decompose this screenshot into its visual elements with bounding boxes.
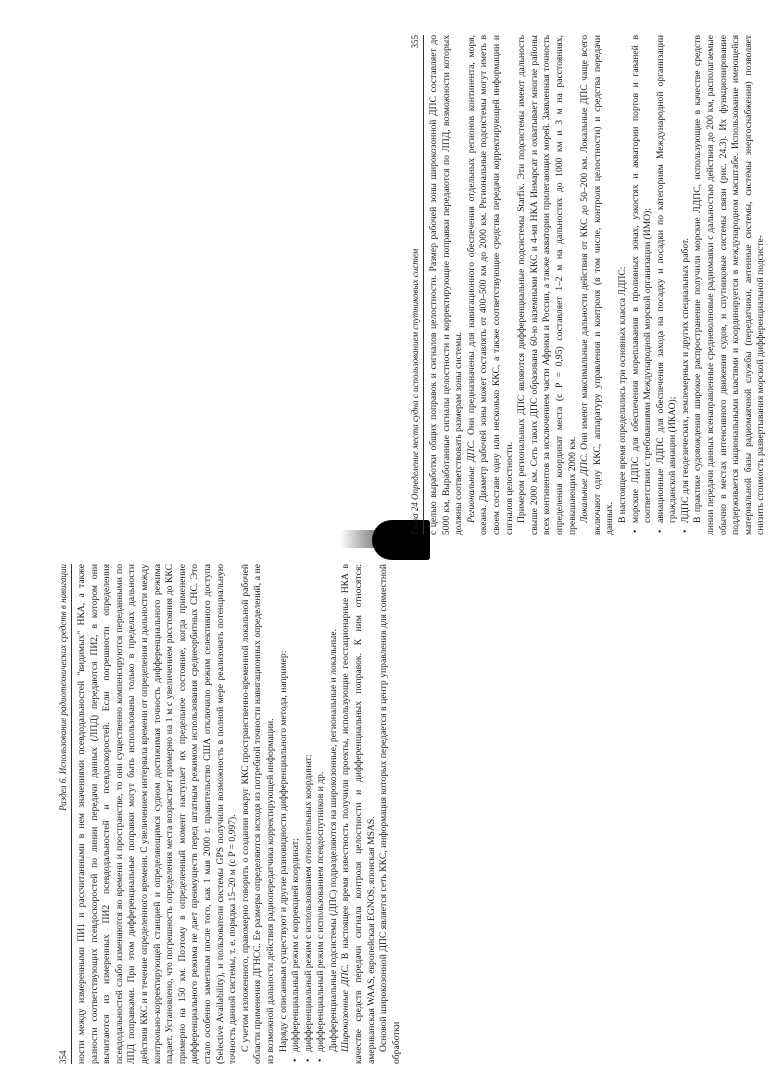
- left-page-header: [58, 564, 72, 1064]
- page-number: 355: [410, 35, 420, 49]
- list-item: • ЛДПС для геодезических, землемерных и других специальных работ.: [680, 35, 693, 523]
- list-item: • дифференциальный режим с использованием относительных координат;: [303, 564, 316, 1052]
- bullet-list: [630, 35, 693, 535]
- paragraph: Дифференциальные подсистемы (ДПС) подразделяются на широкозонные, региональные и локальные.: [327, 628, 339, 1052]
- page-number: 354: [58, 1050, 68, 1064]
- paragraph: В настоящее время определились три основных класса ЛДПС:: [616, 266, 628, 523]
- list-item: • авиационные ЛДПС для обеспечения захода на посадку и посадки по категориям Международной организации гражданской авиации (ИКАО);: [655, 35, 680, 523]
- bullet-list: [290, 564, 328, 1064]
- paragraph: с целью выработки общих поправок и сигналов целостности. Размер рабочей зоны широкозонной ДПС составляет до 5000 км. Выработанные сигналы целостности и корректирующие поправки передаются по ЛПД, возможности которых должны соответствовать размерам зоны системы.: [428, 35, 465, 535]
- paragraph: Наряду с описанным существуют и другие разновидности дифференциального метода, например:: [277, 650, 289, 1052]
- right-page: [410, 35, 767, 535]
- list-item: • дифференциальный режим с коррекцией координат;: [290, 564, 303, 1052]
- running-title: Раздел 6. Использование радиотехнических средств в навигации: [58, 564, 68, 811]
- paragraph: [466, 35, 516, 535]
- left-page: [58, 564, 402, 1064]
- section-text: Они предназначены для навигационного обеспечения отдельных регионов континента, моря, океана. Диаметр рабочей зоны может составлять от 400–500 км до 2000 км. Региональные подсистемы могут иметь в своем составе одну или несколько ККС, а также соответствующие средства передачи корректирующей информации и сигналов целостности.: [465, 35, 515, 535]
- running-title: Глава 24 Определение места судна с использованием спутниковых систем: [410, 248, 420, 535]
- section-lead: Региональные ДПС.: [465, 439, 477, 523]
- right-page-header: [410, 35, 424, 535]
- list-item: • дифференциальный режим с использованием псевдоспутников и др.: [315, 564, 328, 1052]
- paragraph: ности между измеренными ПИ1 и рассчитанными в нем значениями псевдодальностей "видимых" НКА, а также разности соответствующих псевдоскоростей по линии передачи данных (ЛПД) передаются ПИ2, в котором они вычитаются из измеренных ПИ2 псевдодальностей и псевдоскоростей. Если погрешности определения псевдодальностей слабо изменяются во времени и пространстве, то они существенно компенсируются переданными по ЛПД поправками. При этом дифференциальные поправки могут быть использованы только в пределах дальности действия ККС и в течение определенного времени. С увеличением интервала времени от определения и дальности между контрольно-корректирующей станцией и определяющимся судном достижимая точность дифференциального режима падает. Установлено, что погрешность определения места возрастает примерно на 1 м с увеличением расстояния до ККС примерно на 150 км. Поэтому в определенный момент наступает их предельное состояние, когда применение дифференциального режима не дает преимуществ перед штатным режимом использования среднеорбитных СНС. Это стало особенно заметным после того, как 1 мая 2000 г. правительство США отключило режим селективного доступа (Selective Availability), и пользователи системы GPS получили возможность в полной мере реализовать потенциальную точность данной системы, т. е. порядка 15–20 м (с P = 0,997).: [76, 564, 239, 1064]
- section-lead: Локальные ДПС.: [579, 453, 591, 523]
- paragraph: Основой широкозонной ДПС является сеть ККС, информация которых передается в центр управления для совместной обработки: [378, 564, 402, 1064]
- section-text: Они имеют максимальные дальности действия от ККС до 50–200 км. Локальные ДПС чаще всего включают одну ККС, аппаратуру управления и контроля (в том числе, контроля целостности) и средства передачи данных.: [579, 35, 616, 535]
- section-lead: Широкозонные ДПС.: [340, 963, 352, 1052]
- paragraph: [340, 564, 378, 1064]
- paragraph: В практике судовождения широкое распространение получили морские ЛДПС, использующие в качестве средств линии передачи данных всенаправленные средневолновые радиомаяки с дальностью действия до 200 км, располагаемые обычно в местах интенсивного движения судов, и спутниковые системы связи (рис. 24.3). Их функционирование поддерживается национальными властями и координируется в международном масштабе. Использование имеющейся материальной базы радиомаячной службы (передатчики, антенные системы, системы энергоснабжения) позволяет снизить стоимость развертывания морской дифференциальной подсисте-: [692, 35, 767, 535]
- paragraph: С учетом изложенного, правомерно говорить о создании вокруг ККС пространственно-временной локальной рабочей области применения ДГНСС. Ее размеры определяются исходя из потребной точности навигационных определений, а не из возможной дальности действия радиопередатчика корректирующей информации.: [239, 564, 276, 1064]
- list-item: • морские ЛДПС для обеспечения мореплавания в проливных зонах, узкостях и акватории портов и гаваней в соответствии с требованиями Международной морской организации (ИМО);: [630, 35, 655, 523]
- paragraph: [579, 35, 617, 535]
- paragraph: Примером региональных ДПС являются дифференциальные подсистемы Starfix. Эти подсистемы имеют дальность свыше 2000 км. Сеть таких ДПС образована 60-ю наземными ККС и 4-мя НКА Инмарсат и охватывает многие районы всех континентов за исключением части Африки и России, а также акватории прилегающих морей. Заявленная точность определения координат места (с P = 0,95) составляет 1–2 м на дальностях до 1000 км и 3 м на расстояниях, превышающих 2000 км.: [516, 35, 578, 535]
- section-text: В настоящее время известность получили проекты, использующие геостационарные НКА в качестве средств передачи сигнала контроля целостности и дифференциальных поправок. К ним относятся: американская WAAS, европейская EGNOS, японская MSAS.: [340, 564, 377, 1064]
